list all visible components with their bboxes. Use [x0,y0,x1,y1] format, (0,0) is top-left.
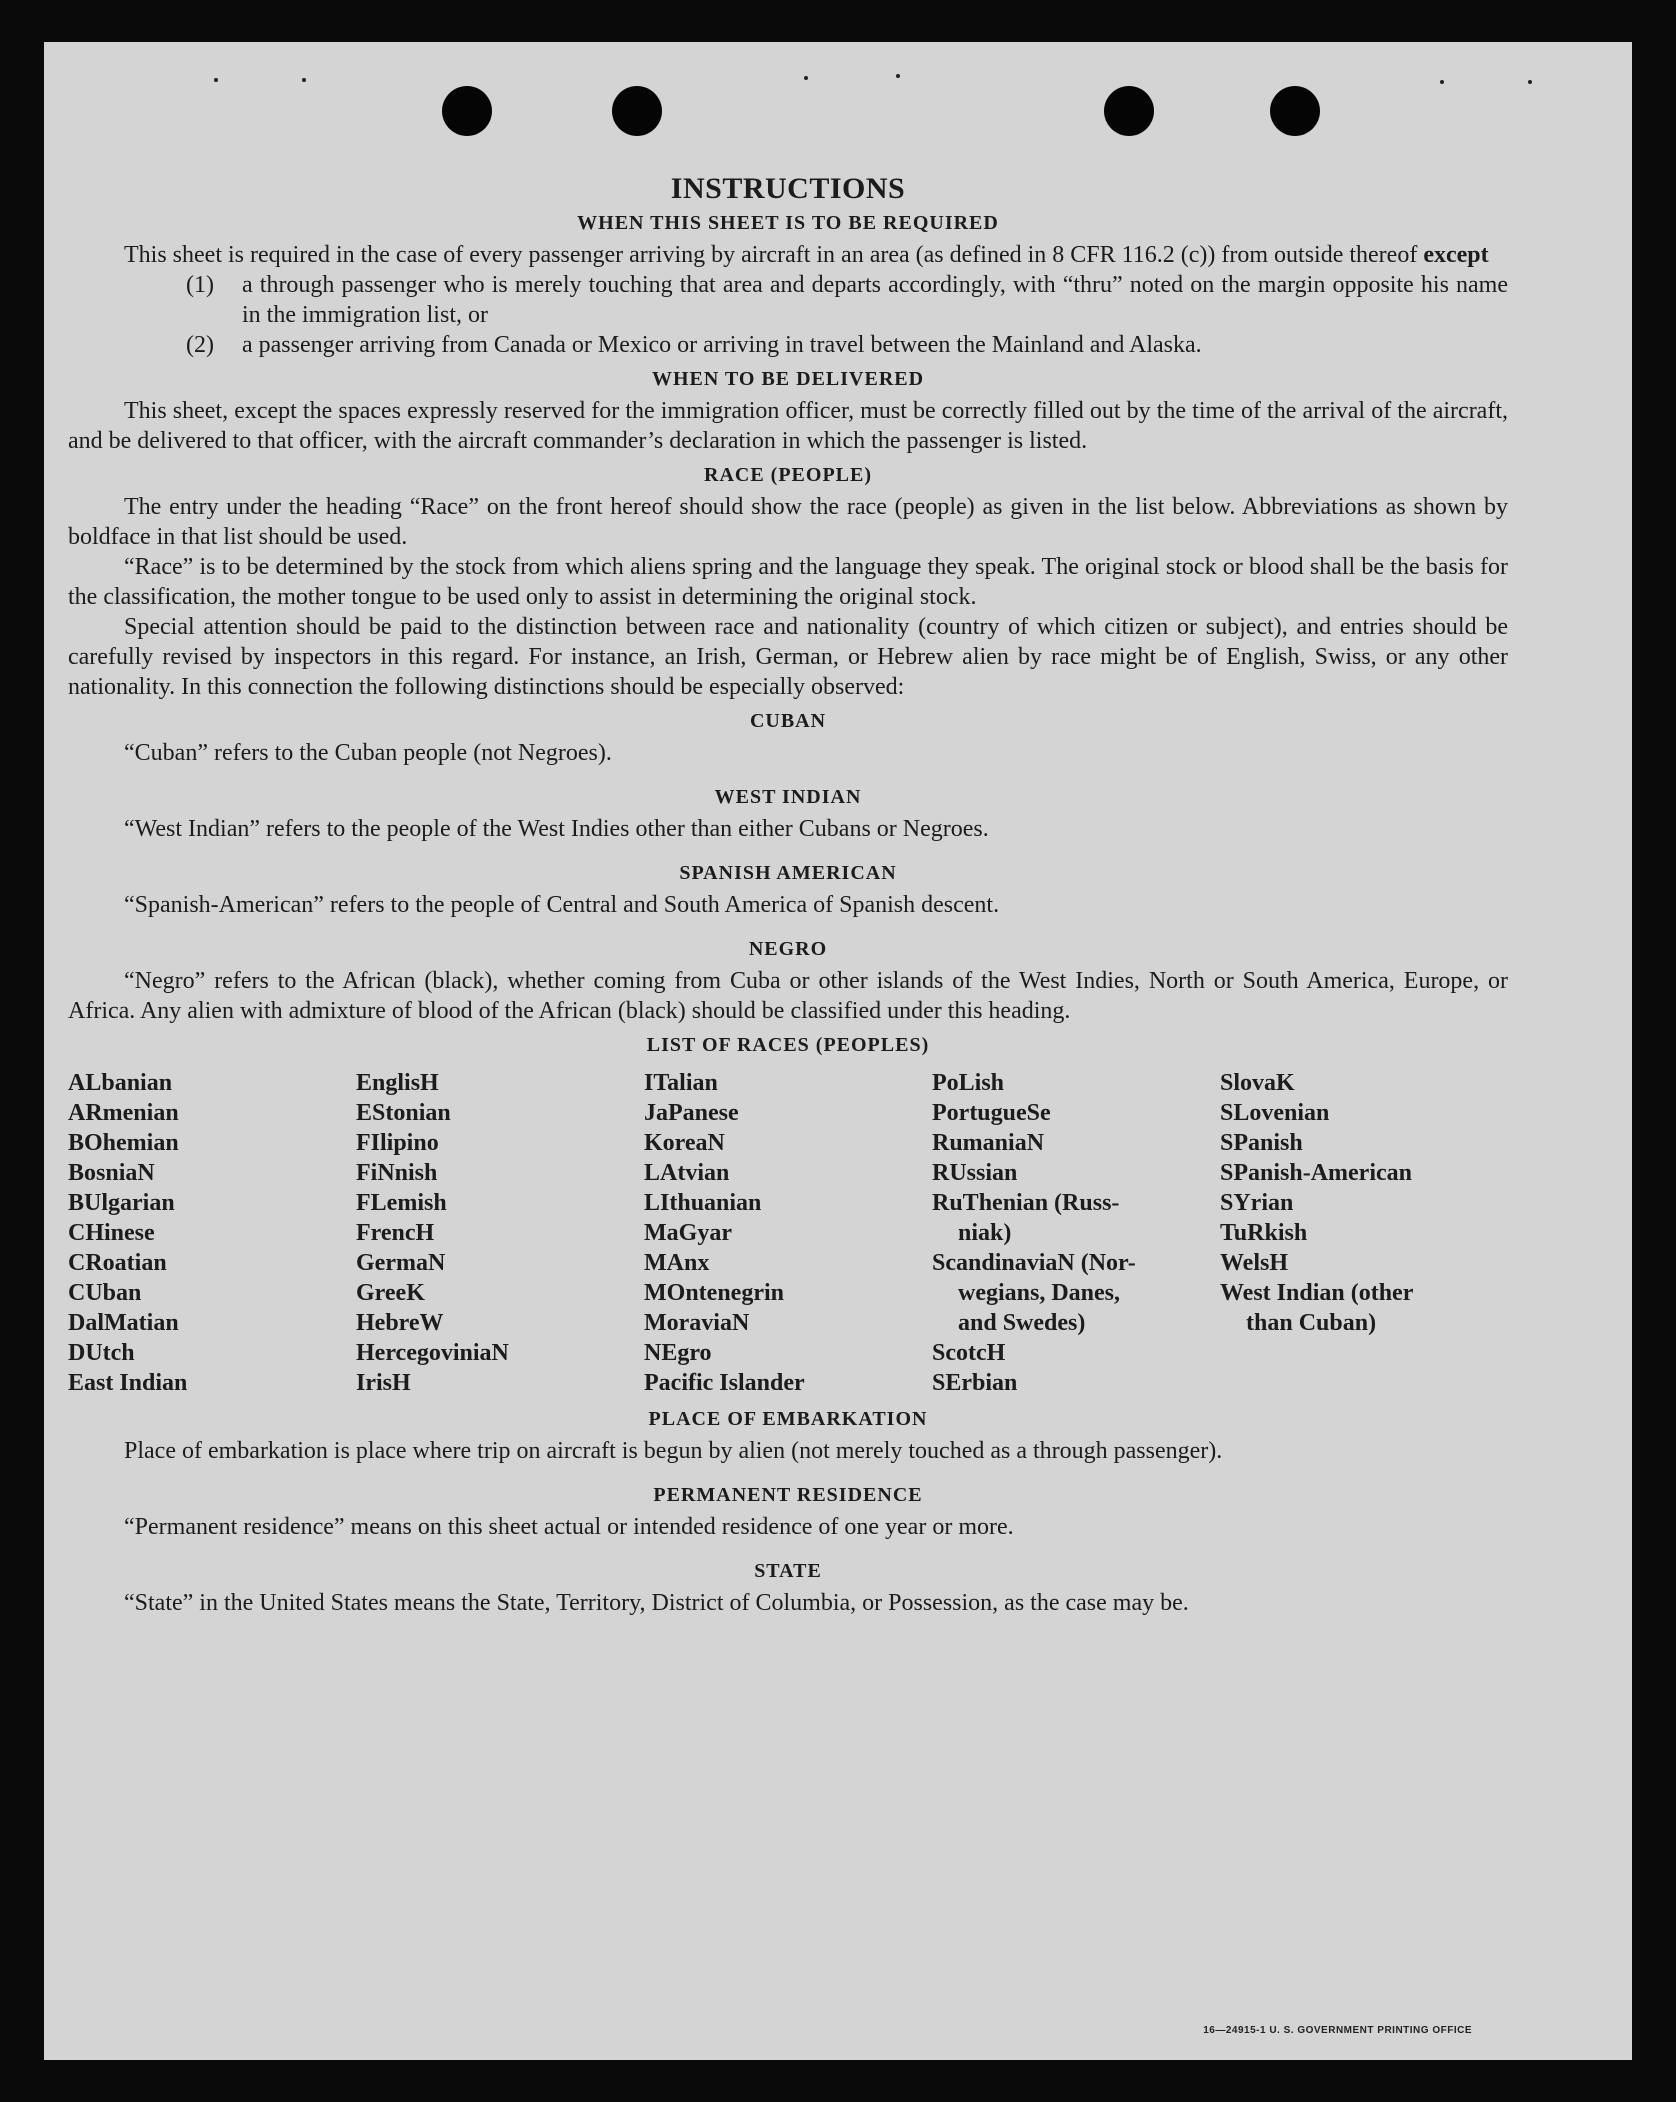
exception-number: (2) [186,332,214,358]
races-column [68,1068,356,1398]
race-entry: FiNnish [356,1160,438,1186]
speck [302,78,306,82]
when-required-intro [68,240,1508,270]
race-entry: DalMatian [68,1310,179,1336]
race-entry: FLemish [356,1190,447,1216]
race-paragraph-1: The entry under the heading “Race” on the front hereof should show the race (people) as given in the list below. Abbreviations as shown by boldface in that list should be used. [68,494,1508,550]
printer-code: 16—24915-1 U. S. GOVERNMENT PRINTING OFFICE [1203,2025,1472,2036]
race-entry: WelsH [1220,1250,1289,1276]
heading-permanent-residence: PERMANENT RESIDENCE [653,1484,923,1506]
cuban-text: “Cuban” refers to the Cuban people (not Negroes). [124,740,612,766]
embarkation-text: Place of embarkation is place where trip on aircraft is begun by alien (not merely touched as a through passenger). [124,1438,1223,1464]
races-list [68,1068,1508,1398]
when-delivered-text: This sheet, except the spaces expressly reserved for the immigration officer, must be correctly filled out by the time of the arrival of the aircraft, and be delivered to that officer, with the aircraft commander’s declaration in which the passenger is listed. [68,398,1508,454]
races-column [1220,1068,1520,1398]
race-entry: EnglisH [356,1070,439,1096]
heading-when-delivered: WHEN TO BE DELIVERED [651,368,925,390]
race-entry: NEgro [644,1340,712,1366]
race-entry: IrisH [356,1370,411,1396]
west-indian-text: “West Indian” refers to the people of the West Indies other than either Cubans or Negroes. [124,816,989,842]
race-entry: PoLish [932,1070,1005,1096]
race-entry: CUban [68,1280,142,1306]
race-entry: ARmenian [68,1100,179,1126]
race-entry: ScotcH [932,1340,1006,1366]
instructions-content [68,174,1508,1618]
race-entry: ALbanian [68,1070,173,1096]
race-entry: ITalian [644,1070,718,1096]
when-required-intro-text: This sheet is required in the case of every passenger arriving by aircraft in an area (as defined in 8 CFR 116.2 (c)) from outside thereof [124,242,1424,268]
race-entry: GreeK [356,1280,425,1306]
speck [804,76,808,80]
race-entry: SPanish [1220,1130,1303,1156]
document-page [44,42,1632,2060]
race-entry-continued: than Cuban) [1246,1310,1377,1336]
race-entry: East Indian [68,1370,188,1396]
exception-item [186,270,1508,330]
race-entry: KoreaN [644,1130,725,1156]
spanish-american-text: “Spanish-American” refers to the people of Central and South America of Spanish descent. [124,892,1000,918]
races-column [644,1068,932,1398]
race-entry: Pacific Islander [644,1370,805,1396]
race-entry: FrencH [356,1220,435,1246]
race-entry: SErbian [932,1370,1018,1396]
race-entry: HebreW [356,1310,444,1336]
heading-list-of-races: LIST OF RACES (PEOPLES) [646,1034,930,1056]
punch-hole [442,86,492,136]
race-entry: CHinese [68,1220,155,1246]
race-entry: SlovaK [1220,1070,1295,1096]
race-entry: SPanish-American [1220,1160,1412,1186]
race-entry: LAtvian [644,1160,730,1186]
speck [896,74,900,78]
race-entry: SLovenian [1220,1100,1330,1126]
race-entry: BUlgarian [68,1190,175,1216]
race-entry-continued: wegians, Danes, [958,1280,1121,1306]
exception-text: a through passenger who is merely touching that area and departs accordingly, with “thru” noted on the margin opposite his name in the immigration list, or [242,272,1508,328]
race-entry: BosniaN [68,1160,155,1186]
race-paragraph-3: Special attention should be paid to the distinction between race and nationality (country of which citizen or subject), and entries should be carefully revised by inspectors in this regard. For instance, an Irish, German, or Hebrew alien by race might be of English, Swiss, or any other nationality. In this connection the following distinctions should be especially observed: [68,614,1508,700]
exception-number: (1) [186,272,214,298]
heading-race: RACE (PEOPLE) [704,464,872,486]
heading-embarkation: PLACE OF EMBARKATION [648,1408,928,1430]
permanent-residence-text: “Permanent residence” means on this sheet actual or intended residence of one year or more. [124,1514,1014,1540]
page-title: INSTRUCTIONS [670,172,906,205]
race-paragraph-2: “Race” is to be determined by the stock from which aliens spring and the language they speak. The original stock or blood shall be the basis for the classification, the mother tongue to be used only to assist in determining the original stock. [68,554,1508,610]
race-entry: BOhemian [68,1130,179,1156]
race-entry: JaPanese [644,1100,739,1126]
race-entry: MOntenegrin [644,1280,784,1306]
race-entry: FIlipino [356,1130,439,1156]
race-entry: ScandinaviaN (Nor- [932,1250,1136,1276]
race-entry: MoraviaN [644,1310,750,1336]
state-text: “State” in the United States means the State, Territory, District of Columbia, or Possession, as the case may be. [124,1590,1189,1616]
race-entry: SYrian [1220,1190,1294,1216]
race-entry: MAnx [644,1250,710,1276]
races-column [932,1068,1220,1398]
race-entry: HercegoviniaN [356,1340,509,1366]
heading-spanish-american: SPANISH AMERICAN [679,862,897,884]
punch-hole [1104,86,1154,136]
race-entry: TuRkish [1220,1220,1308,1246]
exception-text: a passenger arriving from Canada or Mexico or arriving in travel between the Mainland and Alaska. [242,332,1202,358]
heading-when-required: WHEN THIS SHEET IS TO BE REQUIRED [577,212,999,234]
race-entry: RuThenian (Russ- [932,1190,1120,1216]
race-entry: DUtch [68,1340,135,1366]
race-entry: RUssian [932,1160,1018,1186]
speck [1440,80,1444,84]
race-entry-continued: niak) [958,1220,1012,1246]
race-entry: RumaniaN [932,1130,1045,1156]
heading-cuban: CUBAN [749,710,827,732]
speck [214,78,218,82]
when-required-except: except [1423,242,1489,268]
race-entry-continued: and Swedes) [958,1310,1086,1336]
exception-item [186,330,1508,360]
race-entry: West Indian (other [1220,1280,1414,1306]
punch-hole [612,86,662,136]
heading-negro: NEGRO [748,938,828,960]
heading-west-indian: WEST INDIAN [714,786,862,808]
race-entry: LIthuanian [644,1190,762,1216]
race-entry: CRoatian [68,1250,167,1276]
race-entry: PortugueSe [932,1100,1051,1126]
races-column [356,1068,644,1398]
negro-text: “Negro” refers to the African (black), whether coming from Cuba or other islands of the West Indies, North or South America, Europe, or Africa. Any alien with admixture of blood of the African (black) should be classified under this heading. [68,968,1508,1024]
punch-hole [1270,86,1320,136]
heading-state: STATE [754,1560,822,1582]
race-entry: GermaN [356,1250,446,1276]
race-entry: MaGyar [644,1220,732,1246]
speck [1528,80,1532,84]
race-entry: EStonian [356,1100,451,1126]
